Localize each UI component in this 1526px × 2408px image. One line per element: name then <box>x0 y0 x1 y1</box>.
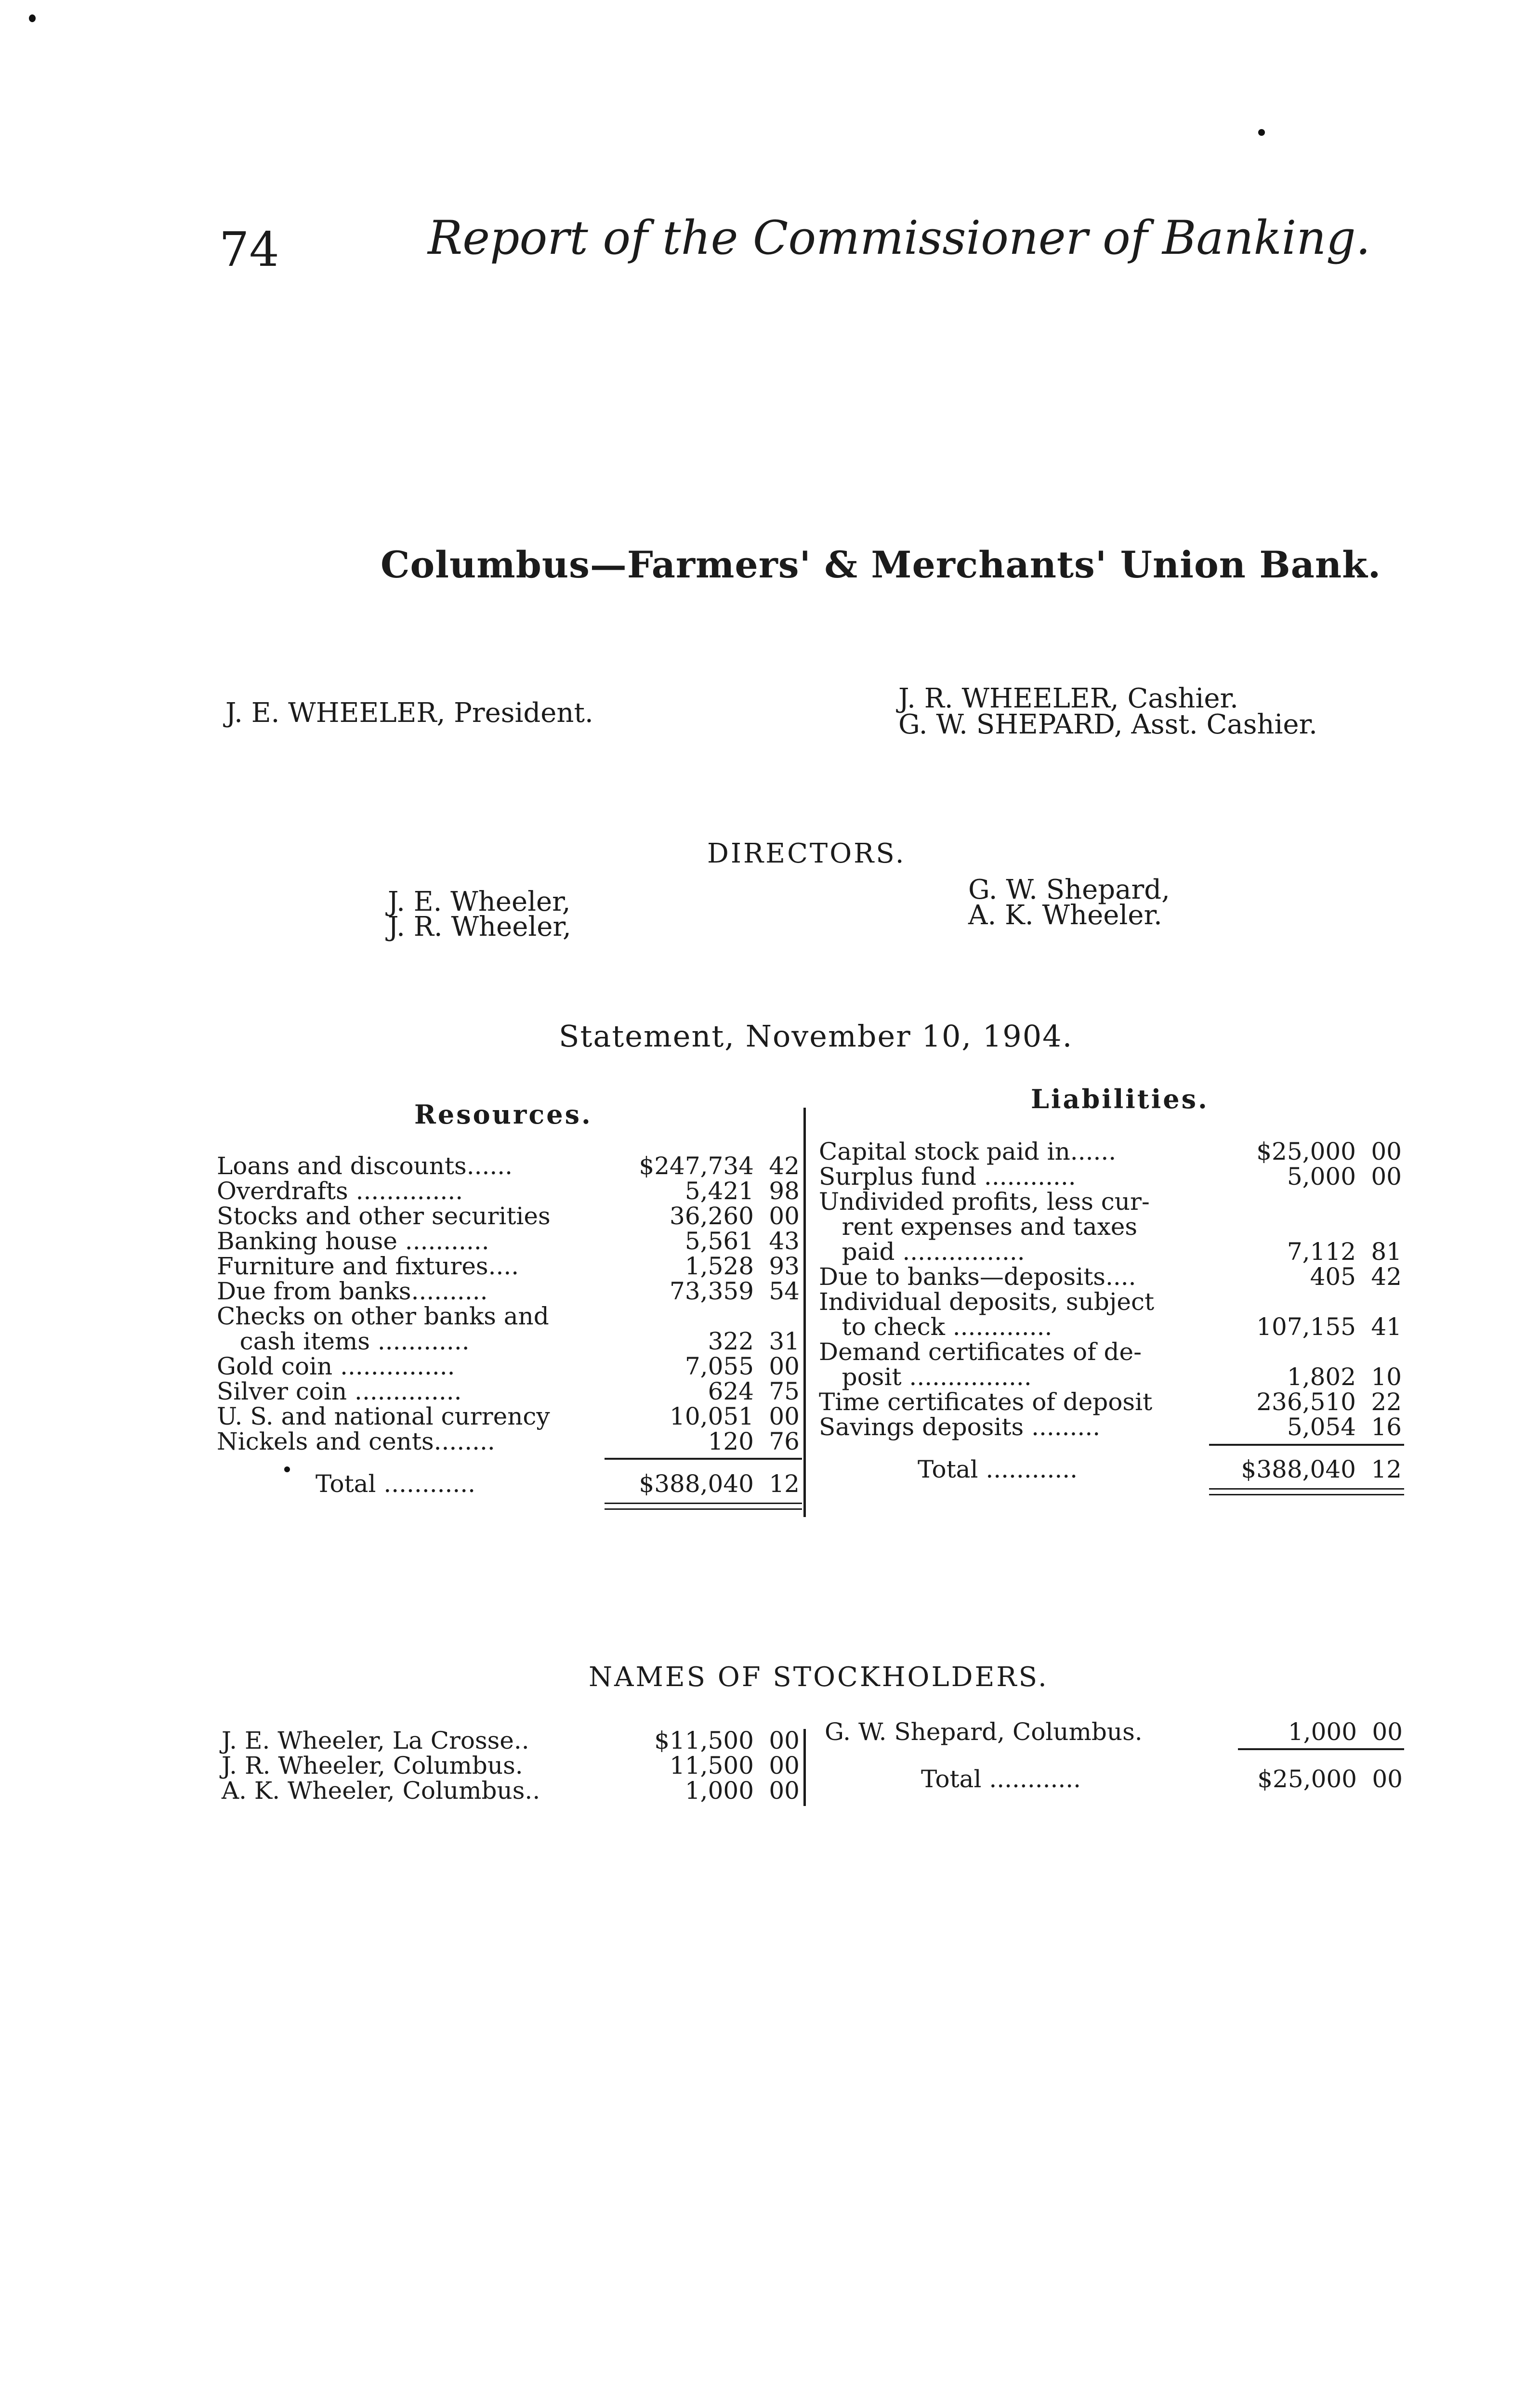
row-label: Due to banks—deposits.... <box>819 1263 1136 1291</box>
stockholder-name: G. W. Shepard, Columbus. <box>825 1718 1143 1746</box>
row-label: Banking house ........... <box>217 1227 489 1255</box>
row-dollars: 1,802 <box>1287 1363 1356 1391</box>
total-row <box>819 1457 1402 1482</box>
row-cents: 00 <box>769 1752 800 1780</box>
row-cents: 93 <box>769 1252 800 1280</box>
row-label: paid ................ <box>819 1238 1025 1266</box>
row-cents: 00 <box>1371 1138 1402 1165</box>
row-dollars: 5,421 <box>684 1177 754 1205</box>
total-cents: 12 <box>1371 1455 1402 1483</box>
row-dollars: 236,510 <box>1256 1388 1356 1416</box>
scan-speck <box>284 1466 290 1472</box>
officer-asst-cashier: G. W. SHEPARD, Asst. Cashier. <box>898 709 1317 740</box>
column-divider <box>803 1729 806 1806</box>
row-dollars: 1,000 <box>684 1777 754 1805</box>
row-cents: 00 <box>769 1202 800 1230</box>
table-row <box>217 1304 800 1329</box>
row-label: Demand certificates of de- <box>819 1338 1142 1366</box>
row-dollars: 36,260 <box>670 1202 754 1230</box>
row-dollars: 11,500 <box>670 1752 754 1780</box>
row-label: cash items ............ <box>217 1327 470 1355</box>
running-title: Report of the Commissioner of Banking. <box>428 211 1371 265</box>
row-cents: 81 <box>1371 1238 1402 1266</box>
stockholders-heading: NAMES OF STOCKHOLDERS. <box>589 1662 1049 1693</box>
double-rule <box>1209 1488 1404 1490</box>
row-cents: 00 <box>769 1777 800 1805</box>
table-row <box>217 1379 800 1404</box>
table-row <box>819 1364 1402 1389</box>
table-row <box>819 1314 1402 1339</box>
row-dollars: 7,112 <box>1287 1238 1356 1266</box>
row-label: Stocks and other securities <box>217 1202 551 1230</box>
table-row <box>217 1329 800 1354</box>
stockholder-name: J. R. Wheeler, Columbus. <box>222 1752 523 1780</box>
resources-heading: Resources. <box>414 1099 592 1130</box>
table-row <box>217 1229 800 1254</box>
row-label: Loans and discounts...... <box>217 1152 513 1180</box>
table-row <box>217 1254 800 1279</box>
row-cents: 98 <box>769 1177 800 1205</box>
row-dollars: 5,054 <box>1287 1413 1356 1441</box>
row-cents: 00 <box>1372 1718 1403 1746</box>
officer-president: J. E. WHEELER, President. <box>225 697 593 729</box>
table-row <box>825 1719 1403 1744</box>
total-label: Total ............ <box>921 1765 1081 1793</box>
scan-speck <box>29 14 36 22</box>
row-dollars: 107,155 <box>1256 1313 1356 1341</box>
director-name: A. K. Wheeler. <box>968 900 1162 931</box>
row-dollars: $247,734 <box>639 1152 754 1180</box>
row-cents: 22 <box>1371 1388 1402 1416</box>
total-label: Total ............ <box>316 1470 476 1498</box>
row-label: to check ............. <box>819 1313 1052 1341</box>
row-label: Checks on other banks and <box>217 1302 549 1330</box>
director-name: G. W. Shepard, <box>968 874 1170 905</box>
row-cents: 54 <box>769 1277 800 1305</box>
row-label: Overdrafts .............. <box>217 1177 463 1205</box>
table-row <box>222 1728 800 1753</box>
row-label: Undivided profits, less cur- <box>819 1188 1150 1216</box>
table-row <box>819 1214 1402 1239</box>
row-label: Capital stock paid in...... <box>819 1138 1117 1165</box>
table-row <box>217 1204 800 1229</box>
director-name: J. R. Wheeler, <box>388 911 571 942</box>
row-label: Gold coin ............... <box>217 1352 455 1380</box>
table-row <box>217 1354 800 1379</box>
row-label: Surplus fund ............ <box>819 1163 1076 1191</box>
row-dollars: 322 <box>708 1327 754 1355</box>
row-cents: 43 <box>769 1227 800 1255</box>
row-dollars: $25,000 <box>1256 1138 1356 1165</box>
column-divider <box>803 1108 806 1517</box>
liabilities-heading: Liabilities. <box>1031 1084 1209 1114</box>
director-name: J. E. Wheeler, <box>388 886 571 917</box>
table-row <box>217 1429 800 1454</box>
row-label: Individual deposits, subject <box>819 1288 1155 1316</box>
page-number: 74 <box>219 222 279 277</box>
table-row <box>222 1753 800 1778</box>
row-label: rent expenses and taxes <box>819 1213 1138 1241</box>
bank-title: Columbus—Farmers' & Merchants' Union Bank. <box>381 543 1381 586</box>
total-dollars: $388,040 <box>639 1470 754 1498</box>
total-rule <box>605 1458 802 1460</box>
scan-speck <box>1258 129 1265 136</box>
table-row <box>819 1289 1402 1314</box>
statement-heading: Statement, November 10, 1904. <box>559 1019 1073 1054</box>
row-dollars: 120 <box>708 1427 754 1455</box>
double-rule <box>605 1508 802 1510</box>
row-cents: 42 <box>1371 1263 1402 1291</box>
row-cents: 00 <box>769 1352 800 1380</box>
row-dollars: 1,528 <box>684 1252 754 1280</box>
double-rule <box>605 1503 802 1504</box>
row-cents: 00 <box>1371 1163 1402 1191</box>
row-label: Furniture and fixtures.... <box>217 1252 519 1280</box>
row-dollars: 405 <box>1310 1263 1356 1291</box>
table-row <box>819 1139 1402 1164</box>
row-cents: 41 <box>1371 1313 1402 1341</box>
row-dollars: 73,359 <box>670 1277 754 1305</box>
table-row <box>819 1189 1402 1214</box>
table-row <box>819 1239 1402 1264</box>
total-rule <box>1238 1748 1404 1750</box>
stockholder-name: J. E. Wheeler, La Crosse.. <box>222 1727 529 1754</box>
officer-cashier: J. R. WHEELER, Cashier. <box>898 683 1238 714</box>
row-label: Savings deposits ......... <box>819 1413 1101 1441</box>
row-cents: 00 <box>769 1402 800 1430</box>
row-dollars: 10,051 <box>670 1402 754 1430</box>
row-label: Nickels and cents........ <box>217 1427 495 1455</box>
row-label: Due from banks.......... <box>217 1277 488 1305</box>
table-row <box>222 1778 800 1803</box>
table-row <box>819 1264 1402 1289</box>
row-cents: 10 <box>1371 1363 1402 1391</box>
table-row <box>217 1404 800 1429</box>
table-row <box>819 1389 1402 1414</box>
table-row <box>217 1178 800 1204</box>
total-row <box>217 1471 800 1496</box>
stockholder-name: A. K. Wheeler, Columbus.. <box>222 1777 540 1805</box>
table-row <box>819 1414 1402 1440</box>
row-cents: 31 <box>769 1327 800 1355</box>
table-row <box>819 1164 1402 1189</box>
total-dollars: $25,000 <box>1257 1765 1357 1793</box>
row-cents: 76 <box>769 1427 800 1455</box>
double-rule <box>1209 1494 1404 1495</box>
table-row <box>217 1153 800 1178</box>
total-cents: 12 <box>769 1470 800 1498</box>
row-dollars: 7,055 <box>684 1352 754 1380</box>
row-cents: 16 <box>1371 1413 1402 1441</box>
row-dollars: $11,500 <box>654 1727 754 1754</box>
row-cents: 42 <box>769 1152 800 1180</box>
row-dollars: 5,000 <box>1287 1163 1356 1191</box>
row-label: Silver coin .............. <box>217 1377 462 1405</box>
total-rule <box>1209 1444 1404 1446</box>
row-label: posit ................ <box>819 1363 1032 1391</box>
table-row <box>217 1279 800 1304</box>
row-label: U. S. and national currency <box>217 1402 550 1430</box>
row-dollars: 624 <box>708 1377 754 1405</box>
table-row <box>819 1339 1402 1364</box>
row-dollars: 1,000 <box>1288 1718 1357 1746</box>
row-label: Time certificates of deposit <box>819 1388 1153 1416</box>
directors-heading: DIRECTORS. <box>707 838 906 869</box>
row-cents: 75 <box>769 1377 800 1405</box>
total-dollars: $388,040 <box>1241 1455 1356 1483</box>
total-cents: 00 <box>1372 1765 1403 1793</box>
total-row <box>825 1767 1403 1792</box>
total-label: Total ............ <box>918 1455 1078 1483</box>
row-cents: 00 <box>769 1727 800 1754</box>
row-dollars: 5,561 <box>684 1227 754 1255</box>
